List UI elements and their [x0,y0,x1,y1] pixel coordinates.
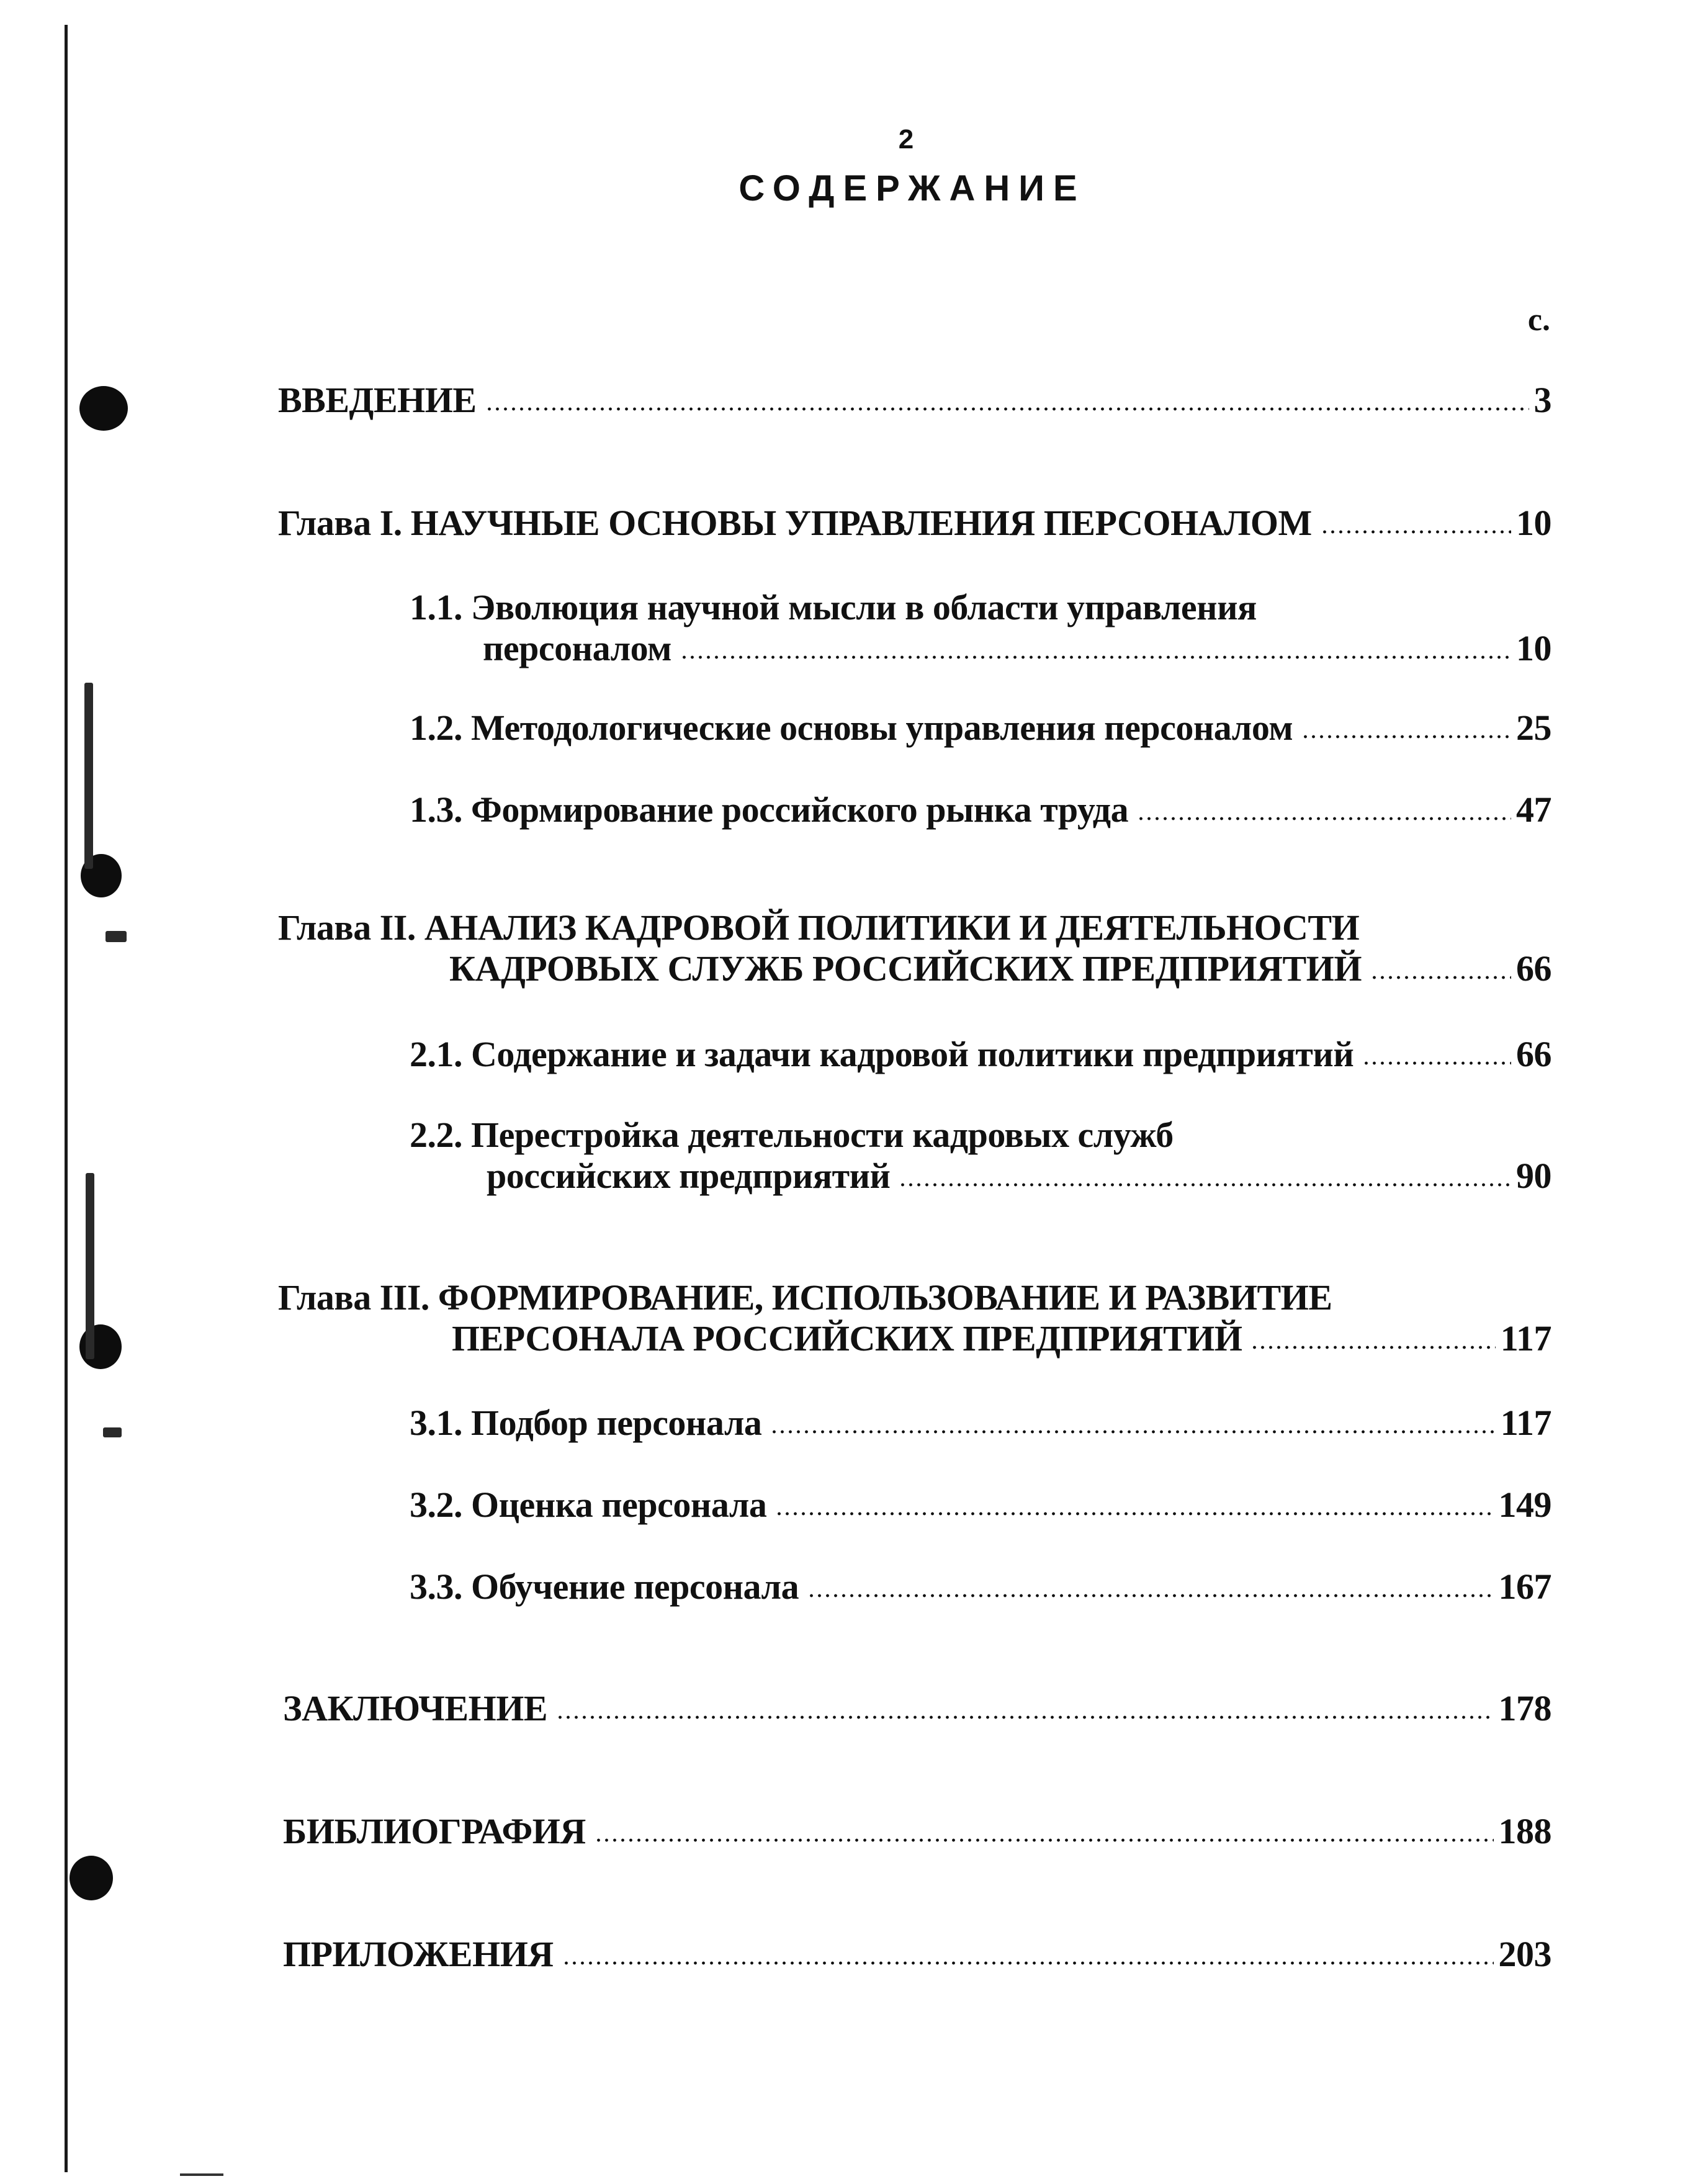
toc-entry-3-2 [410,1485,1551,1526]
toc-label-line1: 2.2. Перестройка деятельности кадровых служб [410,1115,1174,1155]
toc-page: 25 [1516,708,1551,748]
page-column-header: с. [1527,302,1550,338]
leader-dots [562,1961,1494,1965]
toc-label: 2.1. Содержание и задачи кадровой политики предприятий [410,1034,1354,1074]
toc-page: 149 [1498,1485,1551,1525]
punch-hole [70,1856,113,1900]
toc-label-line2: персоналом [483,628,672,668]
leader-dots [899,1183,1511,1187]
toc-page: 66 [1516,1034,1551,1074]
toc-page: 66 [1516,948,1551,989]
toc-page: 3 [1533,380,1551,420]
toc-entry-appendices [283,1934,1551,1975]
toc-entry-intro [278,380,1551,421]
toc-label-line1: Глава II. АНАЛИЗ КАДРОВОЙ ПОЛИТИКИ И ДЕЯТЕЛЬНОСТИ [278,907,1360,948]
toc-label: 1.2. Методологические основы управления персоналом [410,708,1293,748]
toc-page: 47 [1516,789,1551,830]
toc-entry-2-2 [410,1115,1551,1197]
toc-entry-chapter-2 [278,907,1551,989]
toc-label: ВВЕДЕНИЕ [278,380,477,420]
leader-dots [770,1430,1495,1434]
toc-entry-bibliography [283,1811,1551,1852]
toc-entry-conclusion [283,1688,1551,1729]
toc-page: 178 [1498,1688,1551,1728]
page-title: СОДЕРЖАНИЕ [738,168,1086,209]
scan-mark [180,2173,223,2176]
toc-label: 3.3. Обучение персонала [410,1566,799,1607]
toc-label: Глава I. НАУЧНЫЕ ОСНОВЫ УПРАВЛЕНИЯ ПЕРСОНАЛОМ [278,503,1312,543]
toc-entry-1-3 [410,789,1551,830]
toc-page: 188 [1498,1811,1551,1851]
leader-dots [1250,1346,1495,1349]
leader-dots [485,407,1529,411]
toc-label: ЗАКЛЮЧЕНИЕ [283,1688,548,1728]
toc-page: 90 [1516,1156,1551,1196]
scan-smudge [103,1427,122,1437]
toc-entry-1-1 [410,587,1551,669]
toc-label-line2: ПЕРСОНАЛА РОССИЙСКИХ ПРЕДПРИЯТИЙ [452,1318,1242,1359]
leader-dots [1321,530,1511,534]
toc-page: 10 [1516,503,1551,543]
leader-dots [775,1512,1493,1516]
toc-entry-chapter-3 [278,1277,1551,1359]
toc-page: 117 [1500,1403,1551,1443]
toc-page: 117 [1500,1318,1551,1359]
binding-edge-line [65,25,68,2172]
toc-label: БИБЛИОГРАФИЯ [283,1811,586,1851]
toc-page: 10 [1516,628,1551,668]
scan-smudge [106,931,127,942]
punch-hole [79,386,128,431]
toc-label-line1: Глава III. ФОРМИРОВАНИЕ, ИСПОЛЬЗОВАНИЕ И РАЗВИТИЕ [278,1277,1332,1318]
leader-dots [807,1594,1493,1598]
toc-label-line2: российских предприятий [487,1156,891,1196]
toc-entry-3-3 [410,1566,1551,1607]
toc-label: ПРИЛОЖЕНИЯ [283,1934,554,1974]
scan-smudge [84,683,93,869]
leader-dots [680,655,1511,659]
toc-page: 167 [1498,1566,1551,1607]
page-number: 2 [898,124,914,155]
leader-dots [1301,735,1511,739]
toc-entry-1-2 [410,708,1551,748]
toc-entry-chapter-1 [278,503,1551,544]
leader-dots [1370,976,1511,979]
toc-page: 203 [1498,1934,1551,1974]
leader-dots [1362,1061,1511,1065]
leader-dots [1137,817,1511,820]
toc-entry-2-1 [410,1034,1551,1075]
toc-label-line2: КАДРОВЫХ СЛУЖБ РОССИЙСКИХ ПРЕДПРИЯТИЙ [449,948,1362,989]
toc-label: 3.1. Подбор персонала [410,1403,762,1443]
toc-label: 3.2. Оценка персонала [410,1485,767,1525]
toc-entry-3-1 [410,1403,1551,1444]
toc-label-line1: 1.1. Эволюция научной мысли в области управления [410,587,1257,627]
leader-dots [556,1715,1493,1719]
toc-label: 1.3. Формирование российского рынка труда [410,789,1129,830]
scan-smudge [86,1173,94,1359]
leader-dots [595,1838,1494,1842]
